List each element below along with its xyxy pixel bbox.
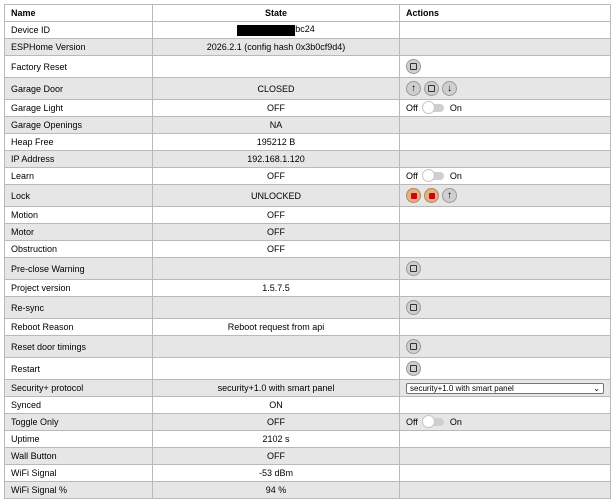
entity-actions: [400, 168, 611, 185]
entity-actions: [400, 185, 611, 207]
column-header-name: Name: [5, 5, 153, 22]
entity-name: Device ID: [5, 22, 153, 39]
unlock-button[interactable]: [424, 188, 439, 203]
table-row: [5, 336, 611, 358]
entity-actions: [400, 431, 611, 448]
entity-state: [153, 336, 400, 358]
entity-name: Obstruction: [5, 241, 153, 258]
entity-actions: [400, 297, 611, 319]
entity-actions: [400, 117, 611, 134]
entity-actions: [400, 336, 611, 358]
entity-name: ESPHome Version: [5, 39, 153, 56]
entity-name: Security+ protocol: [5, 380, 153, 397]
entity-name: Reset door timings: [5, 336, 153, 358]
entity-actions: [400, 100, 611, 117]
unlock-icon: [429, 193, 435, 199]
table-row: [5, 22, 611, 39]
entity-name: Learn: [5, 168, 153, 185]
entity-state: security+1.0 with smart panel: [153, 380, 400, 397]
entity-name: IP Address: [5, 151, 153, 168]
stop-square-icon: [428, 85, 435, 92]
entity-state: OFF: [153, 168, 400, 185]
table-row: [5, 224, 611, 241]
table-row: [5, 431, 611, 448]
entity-name: Pre-close Warning: [5, 258, 153, 280]
entity-table: [4, 4, 611, 499]
table-row: [5, 134, 611, 151]
table-row: [5, 241, 611, 258]
entity-actions: [400, 358, 611, 380]
table-header-row: [5, 5, 611, 22]
entity-actions: [400, 207, 611, 224]
table-row: [5, 117, 611, 134]
entity-state: -53 dBm: [153, 465, 400, 482]
table-row: [5, 465, 611, 482]
garage-door-open-button[interactable]: [406, 81, 421, 96]
stop-square-icon: [410, 304, 417, 311]
toggle-knob: [422, 169, 435, 182]
toggle-knob: [422, 415, 435, 428]
entity-name: Re-sync: [5, 297, 153, 319]
entity-state: OFF: [153, 224, 400, 241]
learn-toggle[interactable]: [424, 172, 444, 180]
stop-square-icon: [410, 365, 417, 372]
entity-actions: [400, 482, 611, 499]
entity-name: Uptime: [5, 431, 153, 448]
select-value: security+1.0 with smart panel: [410, 383, 514, 393]
entity-name: Wall Button: [5, 448, 153, 465]
security-protocol-select[interactable]: [406, 383, 604, 394]
entity-state: UNLOCKED: [153, 185, 400, 207]
entity-actions: [400, 56, 611, 78]
table-row: [5, 297, 611, 319]
toggle-off-label: Off: [406, 171, 418, 181]
factory-reset-press-button[interactable]: [406, 59, 421, 74]
table-row: [5, 482, 611, 499]
table-row: [5, 397, 611, 414]
table-row: [5, 380, 611, 397]
table-row: [5, 185, 611, 207]
entity-name: WiFi Signal %: [5, 482, 153, 499]
entity-name: Project version: [5, 280, 153, 297]
entity-name: Heap Free: [5, 134, 153, 151]
entity-name: Motion: [5, 207, 153, 224]
entity-actions: [400, 224, 611, 241]
entity-state: 94 %: [153, 482, 400, 499]
entity-name: Reboot Reason: [5, 319, 153, 336]
entity-state: [153, 258, 400, 280]
entity-actions: [400, 280, 611, 297]
entity-state: OFF: [153, 100, 400, 117]
entity-actions: [400, 241, 611, 258]
entity-actions: [400, 397, 611, 414]
stop-square-icon: [410, 265, 417, 272]
reset-door-timings-press-button[interactable]: [406, 339, 421, 354]
toggle-only-toggle[interactable]: [424, 418, 444, 426]
restart-press-button[interactable]: [406, 361, 421, 376]
entity-actions: [400, 78, 611, 100]
entity-state: OFF: [153, 207, 400, 224]
garage-door-close-button[interactable]: [442, 81, 457, 96]
toggle-off-label: Off: [406, 417, 418, 427]
entity-actions: [400, 39, 611, 56]
lock-icon: [411, 193, 417, 199]
table-row: [5, 39, 611, 56]
entity-name: Synced: [5, 397, 153, 414]
entity-name: Garage Light: [5, 100, 153, 117]
table-row: [5, 151, 611, 168]
entity-state: 2026.2.1 (config hash 0x3b0cf9d4): [153, 39, 400, 56]
table-row: [5, 319, 611, 336]
table-row: [5, 78, 611, 100]
toggle-on-label: On: [449, 171, 462, 181]
toggle-on-label: On: [449, 417, 462, 427]
entity-name: Garage Openings: [5, 117, 153, 134]
entity-name: Restart: [5, 358, 153, 380]
entity-actions: [400, 22, 611, 39]
pre-close-warning-press-button[interactable]: [406, 261, 421, 276]
garage-light-toggle[interactable]: [424, 104, 444, 112]
table-row: [5, 414, 611, 431]
table-row: [5, 207, 611, 224]
entity-state: [153, 22, 400, 39]
table-row: [5, 56, 611, 78]
table-row: [5, 100, 611, 117]
entity-name: Lock: [5, 185, 153, 207]
entity-actions: [400, 414, 611, 431]
arrow-down-icon: ↓: [447, 82, 452, 94]
lock-button[interactable]: [406, 188, 421, 203]
entity-state: Reboot request from api: [153, 319, 400, 336]
entity-name: Motor: [5, 224, 153, 241]
entity-name: Toggle Only: [5, 414, 153, 431]
entity-actions: [400, 258, 611, 280]
entity-state: OFF: [153, 448, 400, 465]
entity-state: ON: [153, 397, 400, 414]
entity-actions: [400, 448, 611, 465]
entity-state: OFF: [153, 241, 400, 258]
entity-state: CLOSED: [153, 78, 400, 100]
entity-actions: [400, 319, 611, 336]
toggle-off-label: Off: [406, 103, 418, 113]
stop-square-icon: [410, 343, 417, 350]
table-row: [5, 168, 611, 185]
arrow-up-icon: ↑: [447, 189, 452, 201]
stop-square-icon: [410, 63, 417, 70]
re-sync-press-button[interactable]: [406, 300, 421, 315]
entity-state: 2102 s: [153, 431, 400, 448]
column-header-actions: Actions: [400, 5, 611, 22]
entity-name: WiFi Signal: [5, 465, 153, 482]
device-id-suffix: bc24: [295, 24, 315, 35]
table-row: [5, 258, 611, 280]
chevron-down-icon: ⌄: [593, 383, 600, 393]
entity-state: 1.5.7.5: [153, 280, 400, 297]
arrow-up-icon: ↑: [411, 82, 416, 94]
entity-actions: [400, 134, 611, 151]
entity-name: Garage Door: [5, 78, 153, 100]
toggle-on-label: On: [449, 103, 462, 113]
entity-actions: [400, 380, 611, 397]
entity-state: [153, 358, 400, 380]
entity-actions: [400, 151, 611, 168]
entity-name: Factory Reset: [5, 56, 153, 78]
entity-state: 195212 B: [153, 134, 400, 151]
entity-state: 192.168.1.120: [153, 151, 400, 168]
table-row: [5, 448, 611, 465]
column-header-state: State: [153, 5, 400, 22]
entity-state: OFF: [153, 414, 400, 431]
toggle-knob: [422, 101, 435, 114]
entity-state: [153, 56, 400, 78]
redaction-block: [237, 25, 295, 36]
garage-door-stop-button[interactable]: [424, 81, 439, 96]
entity-state: NA: [153, 117, 400, 134]
entity-state: [153, 297, 400, 319]
table-row: [5, 358, 611, 380]
table-row: [5, 280, 611, 297]
lock-open-button[interactable]: [442, 188, 457, 203]
entity-actions: [400, 465, 611, 482]
